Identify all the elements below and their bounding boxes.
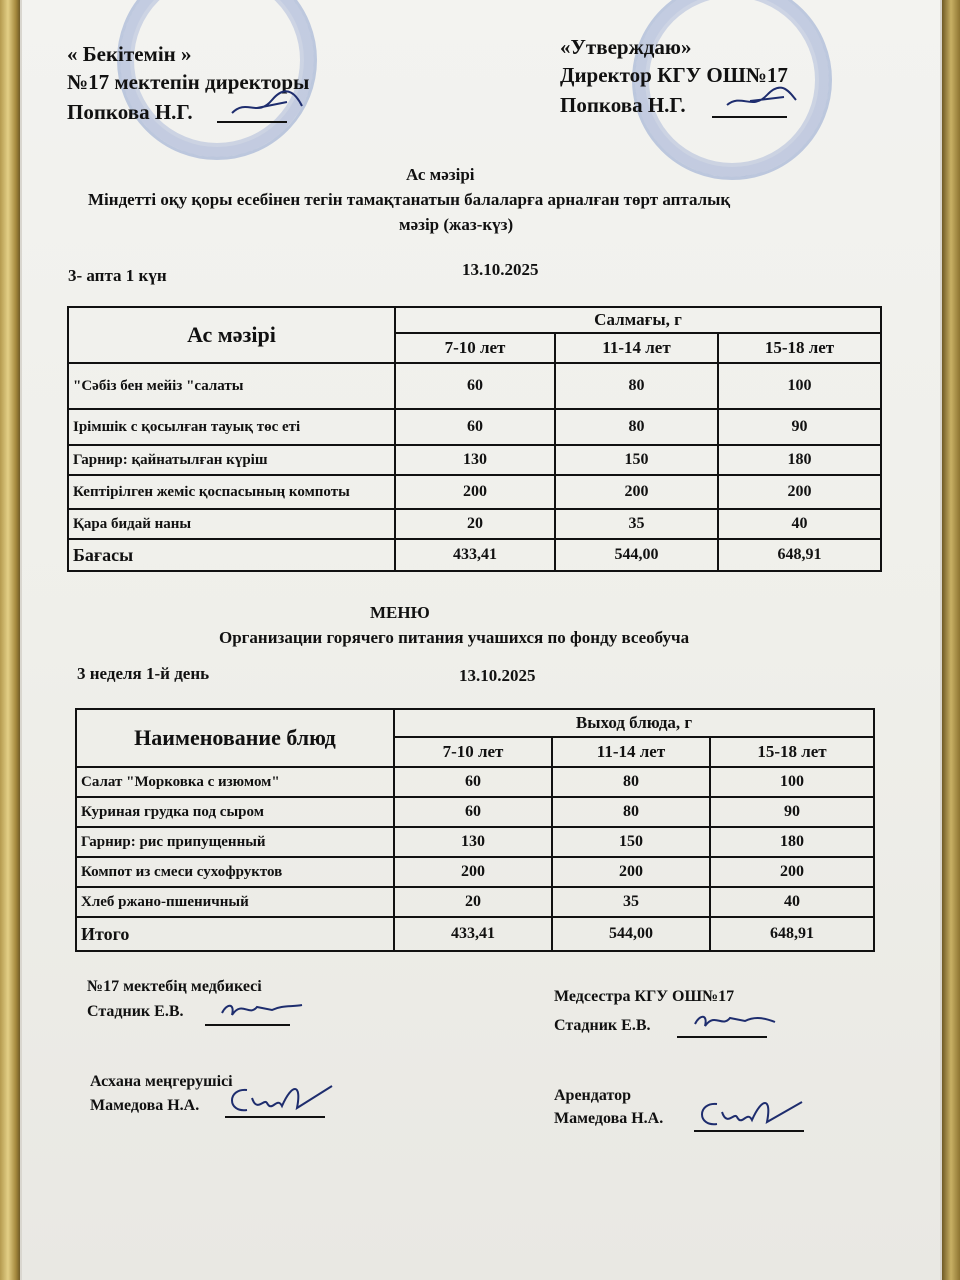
total-value: 648,91 xyxy=(710,917,874,951)
total-label: Бағасы xyxy=(68,539,395,571)
approve-ru-line2: Директор КГУ ОШ№17 xyxy=(560,63,788,87)
table-row xyxy=(68,509,881,539)
dish-name: Кептірілген жеміс қоспасының компоты xyxy=(68,475,395,509)
total-row xyxy=(68,539,881,571)
dish-name: Ірімшік с қосылған тауық төс еті xyxy=(68,409,395,445)
tenant-ru-title: Арендатор xyxy=(554,1087,631,1104)
director-signature-kz xyxy=(227,88,307,122)
ru-week-day: 3 неделя 1-й день xyxy=(77,664,210,683)
portion-value: 100 xyxy=(718,363,881,409)
nurse-signature-kz xyxy=(217,995,307,1025)
kz-title: Ас мәзірі xyxy=(406,165,475,184)
portion-value: 90 xyxy=(718,409,881,445)
total-value: 433,41 xyxy=(395,539,555,571)
portion-value: 200 xyxy=(394,857,552,887)
approve-kz-line1: « Бекітемін » xyxy=(67,42,192,66)
total-label: Итого xyxy=(76,917,394,951)
table-row xyxy=(68,445,881,475)
portion-value: 180 xyxy=(718,445,881,475)
canteen-signature-kz xyxy=(222,1078,342,1118)
nurse-kz-name: Стадник Е.В. xyxy=(87,1003,184,1020)
approve-ru-line3: Попкова Н.Г. xyxy=(560,93,686,117)
portion-value: 20 xyxy=(395,509,555,539)
table-row xyxy=(68,409,881,445)
total-value: 544,00 xyxy=(555,539,718,571)
portion-value: 150 xyxy=(552,827,710,857)
portion-value: 40 xyxy=(710,887,874,917)
portion-value: 90 xyxy=(710,797,874,827)
portion-value: 80 xyxy=(555,409,718,445)
dish-name: Куриная грудка под сыром xyxy=(76,797,394,827)
kz-age-header: 15-18 лет xyxy=(718,333,881,363)
table-row xyxy=(76,827,874,857)
table-row xyxy=(76,887,874,917)
table-row xyxy=(76,767,874,797)
tenant-signature-ru xyxy=(692,1092,812,1132)
kz-age-header: 7-10 лет xyxy=(395,333,555,363)
director-signature-ru xyxy=(722,85,802,115)
portion-value: 100 xyxy=(710,767,874,797)
portion-value: 130 xyxy=(395,445,555,475)
portion-value: 80 xyxy=(552,797,710,827)
canteen-kz-name: Мамедова Н.А. xyxy=(90,1097,200,1114)
frame-left-edge xyxy=(0,0,20,1280)
portion-value: 40 xyxy=(718,509,881,539)
kz-subtitle-line1: Міндетті оқу қоры есебінен тегін тамақтанатын балаларға арналған төрт апталық xyxy=(88,190,731,209)
kz-date: 13.10.2025 xyxy=(462,260,539,279)
nurse-ru-title: Медсестра КГУ ОШ№17 xyxy=(554,988,735,1005)
portion-value: 80 xyxy=(555,363,718,409)
nurse-signature-ru xyxy=(690,1008,780,1036)
portion-value: 150 xyxy=(555,445,718,475)
ru-date: 13.10.2025 xyxy=(459,666,536,685)
kz-age-header: 11-14 лет xyxy=(555,333,718,363)
approve-kz-line2: №17 мектепін директоры xyxy=(67,70,310,94)
dish-name: Гарнир: рис припущенный xyxy=(76,827,394,857)
ru-menu-table xyxy=(75,708,875,952)
frame-right-edge xyxy=(942,0,960,1280)
ru-col-dish-header: Наименование блюд xyxy=(76,709,394,767)
canteen-kz-title: Асхана меңгерушісі xyxy=(90,1073,233,1090)
ru-age-header: 11-14 лет xyxy=(552,737,710,767)
portion-value: 200 xyxy=(718,475,881,509)
portion-value: 35 xyxy=(555,509,718,539)
table-row xyxy=(76,797,874,827)
total-value: 648,91 xyxy=(718,539,881,571)
portion-value: 130 xyxy=(394,827,552,857)
kz-week-day: 3- апта 1 күн xyxy=(68,266,167,285)
dish-name: Салат "Морковка с изюмом" xyxy=(76,767,394,797)
approve-kz-line3: Попкова Н.Г. xyxy=(67,100,193,124)
dish-name: Гарнир: қайнатылған күріш xyxy=(68,445,395,475)
ru-age-header: 7-10 лет xyxy=(394,737,552,767)
portion-value: 60 xyxy=(394,797,552,827)
menu-sheet xyxy=(22,0,940,1280)
dish-name: Компот из смеси сухофруктов xyxy=(76,857,394,887)
table-row xyxy=(68,475,881,509)
kz-menu-table xyxy=(67,306,882,572)
portion-value: 200 xyxy=(710,857,874,887)
kz-subtitle-line2: мәзір (жаз-күз) xyxy=(399,215,514,234)
tenant-ru-name: Мамедова Н.А. xyxy=(554,1110,664,1127)
signature-line xyxy=(712,116,787,118)
table-row xyxy=(76,857,874,887)
ru-title: МЕНЮ xyxy=(370,603,430,622)
approve-ru-line1: «Утверждаю» xyxy=(560,35,692,59)
kz-col-weight-header: Салмағы, г xyxy=(395,307,881,333)
ru-subtitle: Организации горячего питания учашихся по фонду всеобуча xyxy=(219,628,690,647)
portion-value: 80 xyxy=(552,767,710,797)
dish-name: Хлеб ржано-пшеничный xyxy=(76,887,394,917)
signature-line xyxy=(677,1036,767,1038)
nurse-kz-title: №17 мектебің медбикесі xyxy=(87,978,262,995)
portion-value: 200 xyxy=(395,475,555,509)
portion-value: 60 xyxy=(394,767,552,797)
total-value: 544,00 xyxy=(552,917,710,951)
portion-value: 200 xyxy=(555,475,718,509)
ru-col-yield-header: Выход блюда, г xyxy=(394,709,874,737)
portion-value: 200 xyxy=(552,857,710,887)
kz-col-dish-header: Ас мәзірі xyxy=(68,307,395,363)
portion-value: 180 xyxy=(710,827,874,857)
dish-name: Қара бидай наны xyxy=(68,509,395,539)
portion-value: 60 xyxy=(395,409,555,445)
ru-age-header: 15-18 лет xyxy=(710,737,874,767)
table-row xyxy=(68,363,881,409)
total-value: 433,41 xyxy=(394,917,552,951)
portion-value: 60 xyxy=(395,363,555,409)
total-row xyxy=(76,917,874,951)
portion-value: 35 xyxy=(552,887,710,917)
nurse-ru-name: Стадник Е.В. xyxy=(554,1017,651,1034)
portion-value: 20 xyxy=(394,887,552,917)
dish-name: "Сәбіз бен мейіз "салаты xyxy=(68,363,395,409)
